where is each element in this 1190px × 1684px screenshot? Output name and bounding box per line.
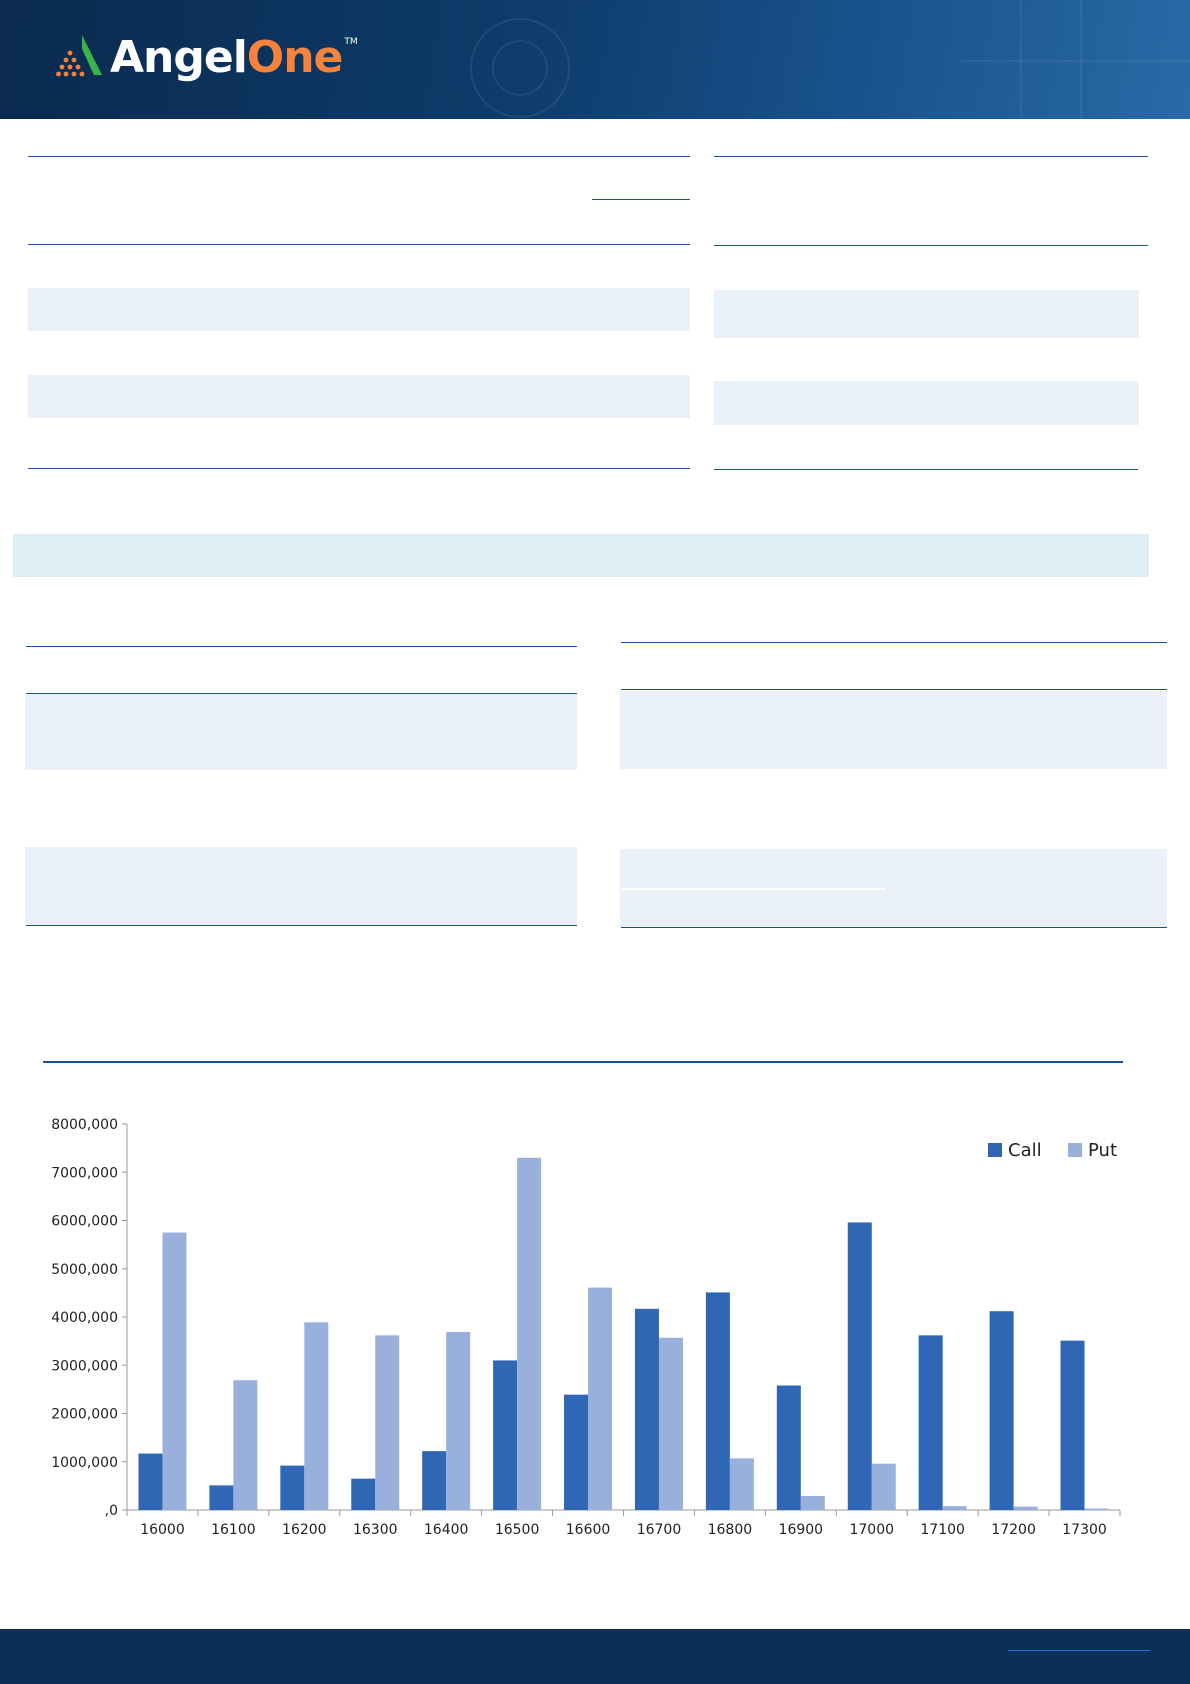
y-tick-label: 5000,000 <box>51 1261 118 1278</box>
table-row-band <box>714 381 1139 425</box>
table-row-band <box>714 290 1139 338</box>
x-tick-label: 16100 <box>211 1522 256 1538</box>
section-rule <box>26 646 577 647</box>
bar-put-16000 <box>162 1233 186 1510</box>
x-tick-label: 16200 <box>282 1522 327 1538</box>
bar-put-16300 <box>375 1335 399 1510</box>
x-tick-label: 17300 <box>1062 1522 1107 1538</box>
table-row-band <box>620 691 1167 769</box>
section-rule <box>621 642 1167 643</box>
legend-label-call: Call <box>1008 1140 1042 1161</box>
bar-call-16800 <box>706 1292 730 1510</box>
x-tick-label: 16300 <box>352 1522 398 1538</box>
bar-call-16000 <box>138 1454 162 1510</box>
section-rule <box>592 199 690 200</box>
page-header <box>0 0 1190 119</box>
x-tick-label: 16400 <box>423 1522 469 1538</box>
x-tick-label: 17200 <box>991 1522 1036 1538</box>
y-tick-label: 3000,000 <box>51 1358 118 1375</box>
x-tick-label: 17100 <box>920 1522 965 1538</box>
legend-swatch-call <box>988 1143 1002 1157</box>
bar-put-16600 <box>588 1288 612 1510</box>
table-row-band <box>28 288 690 331</box>
section-rule <box>621 927 1167 928</box>
divider <box>622 888 886 890</box>
bar-call-17000 <box>848 1222 872 1510</box>
bar-call-16200 <box>280 1466 304 1510</box>
x-tick-label: 16700 <box>636 1522 682 1538</box>
oi-bar-chart <box>0 1100 1190 1560</box>
bar-call-17300 <box>1061 1341 1085 1510</box>
section-rule <box>26 925 577 926</box>
bar-put-16500 <box>517 1158 541 1510</box>
y-tick-label: 1000,000 <box>51 1454 118 1471</box>
legend-label-put: Put <box>1088 1140 1118 1161</box>
brand-name-part2: One <box>246 32 343 83</box>
table-row-band <box>25 847 577 925</box>
section-banner <box>13 534 1149 577</box>
legend-swatch-put <box>1068 1143 1082 1157</box>
bar-call-16900 <box>777 1386 801 1510</box>
brand-wordmark <box>110 32 343 83</box>
bar-put-17200 <box>1014 1507 1038 1510</box>
bar-put-16900 <box>801 1496 825 1510</box>
header-decoration <box>492 40 548 96</box>
table-row-band <box>28 375 690 418</box>
bar-call-16700 <box>635 1309 659 1510</box>
brand-name-part1: Angel <box>110 32 247 83</box>
y-tick-label: 4000,000 <box>51 1310 118 1326</box>
x-tick-label: 16500 <box>494 1522 540 1538</box>
trademark-mark: TM <box>344 37 358 47</box>
section-rule <box>28 468 690 469</box>
section-rule <box>714 245 1148 246</box>
bar-put-16100 <box>233 1380 257 1510</box>
footer-link-underline <box>1008 1650 1150 1651</box>
x-tick-label: 16600 <box>565 1522 611 1538</box>
section-rule <box>714 156 1148 157</box>
angel-one-triangle-logo-icon <box>56 35 102 81</box>
bar-call-16300 <box>351 1479 375 1510</box>
y-tick-label: ,0 <box>104 1503 118 1519</box>
y-tick-label: 2000,000 <box>51 1406 118 1423</box>
header-decoration <box>960 60 1190 62</box>
section-rule <box>714 469 1138 470</box>
bar-call-16500 <box>493 1360 517 1510</box>
bar-call-16600 <box>564 1395 588 1510</box>
x-tick-label: 17000 <box>849 1522 895 1538</box>
bar-put-16200 <box>304 1322 328 1510</box>
x-tick-label: 16000 <box>140 1522 185 1538</box>
chart-title-rule <box>43 1061 1123 1063</box>
y-tick-label: 7000,000 <box>51 1165 118 1182</box>
x-tick-label: 16900 <box>778 1522 824 1538</box>
bar-call-17200 <box>990 1311 1014 1510</box>
bar-put-16800 <box>730 1458 754 1510</box>
section-rule <box>28 156 690 157</box>
page-footer <box>0 1629 1190 1684</box>
section-rule <box>621 689 1167 690</box>
bar-put-17000 <box>872 1464 896 1510</box>
table-row-band <box>25 694 577 770</box>
x-tick-label: 16800 <box>707 1522 753 1538</box>
y-tick-label: 6000,000 <box>51 1213 118 1230</box>
section-rule <box>28 244 690 245</box>
bar-put-17100 <box>943 1506 967 1510</box>
y-tick-label: 8000,000 <box>51 1117 118 1133</box>
bar-put-16700 <box>659 1338 683 1510</box>
bar-put-16400 <box>446 1332 470 1510</box>
brand-logo <box>56 28 358 88</box>
bar-call-16400 <box>422 1451 446 1510</box>
bar-put-17300 <box>1085 1509 1109 1510</box>
bar-call-17100 <box>919 1335 943 1510</box>
bar-call-16100 <box>209 1485 233 1510</box>
